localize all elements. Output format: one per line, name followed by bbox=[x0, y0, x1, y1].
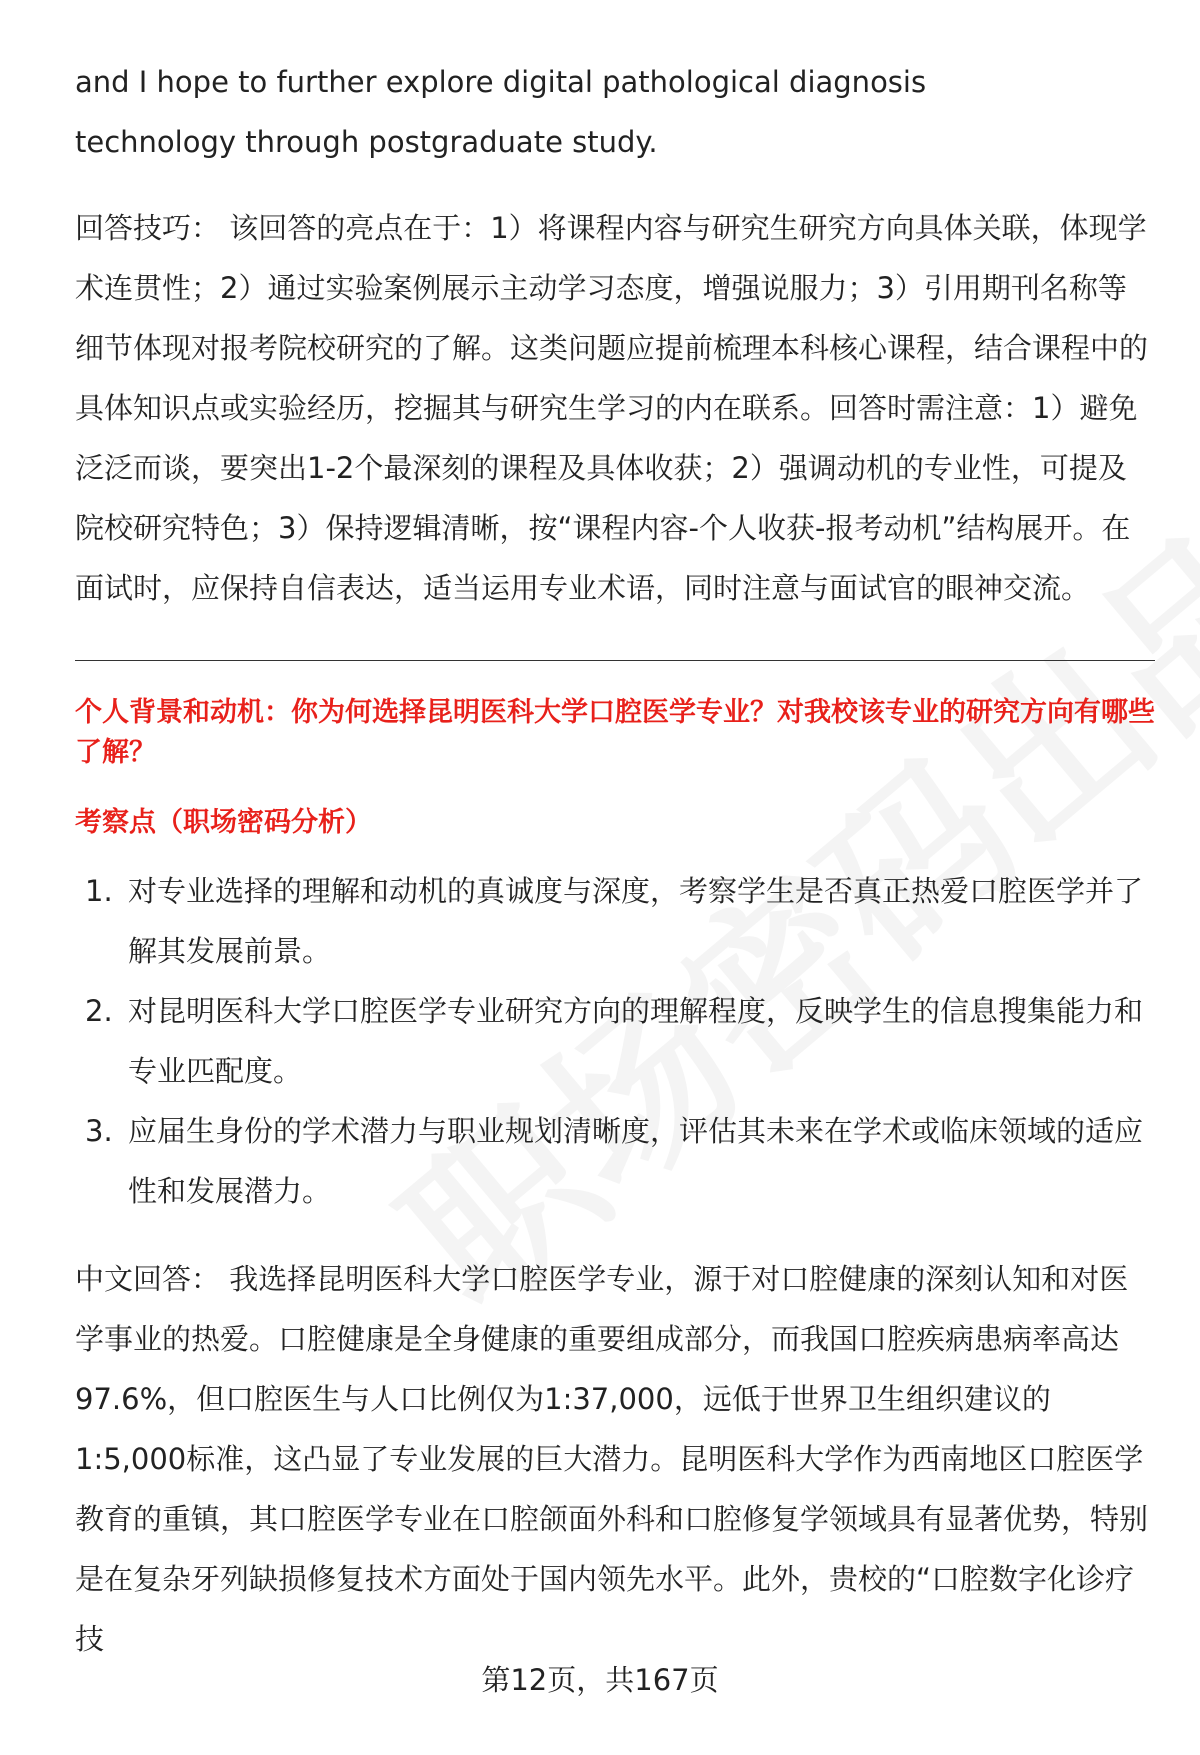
tips-paragraph: 回答技巧： 该回答的亮点在于：1）将课程内容与研究生研究方向具体关联，体现学术连贯性；2）通过实验案例展示主动学习态度，增强说服力；3）引用期刊名称等细节体现对报考院校研究的了解。这类问题应提前梳理本科核心课程，结合课程中的具体知识点或实验经历，挖掘其与研究生学习的内在联系。回答时需注意：1）避免泛泛而谈，要突出1-2个最深刻的课程及具体收获；2）强调动机的专业性，可提及院校研究特色；3）保持逻辑清晰，按“课程内容-个人收获-报考动机”结构展开。在面试时，应保持自信表达，适当运用专业术语，同时注意与面试官的眼神交流。 bbox=[75, 211, 1149, 605]
list-item-text: 对专业选择的理解和动机的真诚度与深度，考察学生是否真正热爱口腔医学并了解其发展前景。 bbox=[128, 874, 1144, 968]
points-list bbox=[75, 861, 1155, 1221]
list-item bbox=[75, 981, 1155, 1101]
section-divider bbox=[75, 660, 1155, 661]
list-item-number: 3. bbox=[85, 1114, 113, 1148]
page-content bbox=[75, 52, 1155, 1669]
answer-paragraph: 中文回答： 我选择昆明医科大学口腔医学专业，源于对口腔健康的深刻认知和对医学事业的热爱。口腔健康是全身健康的重要组成部分，而我国口腔疾病患病率高达97.6%，但口腔医生与人口比例仅为1:37,000，远低于世界卫生组织建议的1:5,000标准，这凸显了专业发展的巨大潜力。昆明医科大学作为西南地区口腔医学教育的重镇，其口腔医学专业在口腔颌面外科和口腔修复学领域具有显著优势，特别是在复杂牙列缺损修复技术方面处于国内领先水平。此外，贵校的“口腔数字化诊疗技 bbox=[75, 1262, 1149, 1656]
page-footer: 第12页，共167页 bbox=[481, 1663, 719, 1697]
question-heading: 个人背景和动机：你为何选择昆明医科大学口腔医学专业？对我校该专业的研究方向有哪些了解？ bbox=[75, 697, 1155, 768]
points-heading: 考察点（职场密码分析） bbox=[75, 807, 372, 838]
list-item-number: 1. bbox=[85, 874, 113, 908]
list-item bbox=[75, 1101, 1155, 1221]
list-item-number: 2. bbox=[85, 994, 113, 1028]
intro-paragraph: and I hope to further explore digital pathological diagnosis technology through postgraduate study. bbox=[75, 65, 927, 159]
list-item-text: 应届生身份的学术潜力与职业规划清晰度，评估其未来在学术或临床领域的适应性和发展潜力。 bbox=[128, 1114, 1144, 1208]
list-item-text: 对昆明医科大学口腔医学专业研究方向的理解程度，反映学生的信息搜集能力和专业匹配度。 bbox=[128, 994, 1144, 1088]
list-item bbox=[75, 861, 1155, 981]
